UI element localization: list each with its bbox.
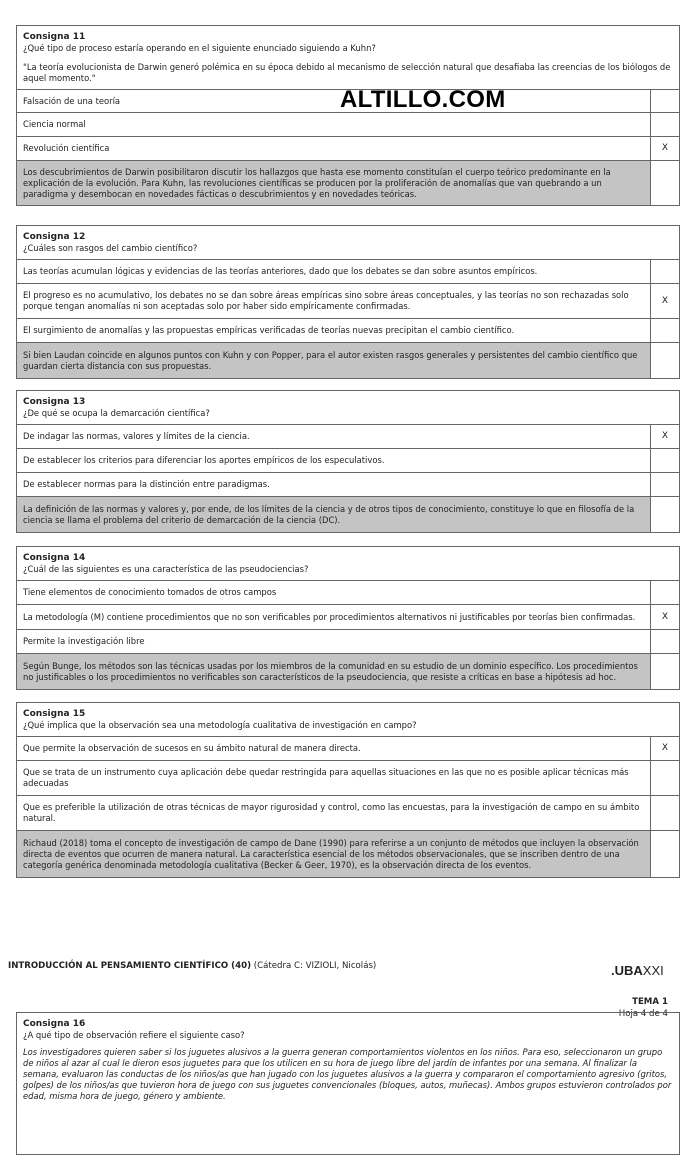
feedback-mark-cell xyxy=(651,343,679,378)
option-row[interactable] xyxy=(17,761,679,796)
question-text: ¿Qué tipo de proceso estaría operando en el siguiente enunciado siguiendo a Kuhn? xyxy=(23,43,376,53)
question-header xyxy=(17,226,679,260)
feedback-text: Según Bunge, los métodos son las técnicas usadas por los miembros de la comunidad en su estudio de un dominio específico. Los procedimientos no justificables o los procedimientos no verificables son característicos de la pseudociencia, que resiste a críticas en base a hipótesis ad hoc. xyxy=(17,654,651,689)
feedback-mark-cell xyxy=(651,654,679,689)
feedback-mark-cell xyxy=(651,831,679,877)
option-mark xyxy=(651,630,679,653)
question-text: ¿A qué tipo de observación refiere el siguiente caso? xyxy=(23,1030,245,1040)
option-row[interactable] xyxy=(17,425,679,449)
option-text: Que permite la observación de sucesos en su ámbito natural de manera directa. xyxy=(17,737,651,760)
option-mark xyxy=(651,796,679,830)
question-title: Consigna 13 xyxy=(23,397,86,407)
feedback-row xyxy=(17,654,679,690)
option-text: Las teorías acumulan lógicas y evidencias de las teorías anteriores, dado que los debates se dan sobre asuntos empíricos. xyxy=(17,260,651,283)
question-header xyxy=(17,26,679,90)
question-header xyxy=(17,391,679,425)
option-row[interactable] xyxy=(17,113,679,137)
feedback-row xyxy=(17,161,679,206)
option-row[interactable] xyxy=(17,630,679,654)
course-title xyxy=(8,961,376,972)
option-text: Permite la investigación libre xyxy=(17,630,651,653)
option-mark: X xyxy=(661,295,669,306)
question-header xyxy=(17,703,679,737)
option-mark xyxy=(651,319,679,342)
option-mark xyxy=(651,473,679,496)
option-row[interactable] xyxy=(17,796,679,831)
question-quote: "La teoría evolucionista de Darwin generó polémica en su época debido al mecanismo de selección natural que desafiaba las creencias de los biólogos de aquel momento." xyxy=(23,62,671,83)
question-text: ¿Qué implica que la observación sea una metodología cualitativa de investigación en campo? xyxy=(23,720,417,730)
option-mark: X xyxy=(661,611,669,622)
option-text: La metodología (M) contiene procedimientos que no son verificables por procedimientos alternativos ni justificables por teorías bien confirmadas. xyxy=(17,605,651,629)
feedback-mark-cell xyxy=(651,161,679,205)
option-row[interactable] xyxy=(17,605,679,630)
option-row[interactable] xyxy=(17,260,679,284)
option-text: Que es preferible la utilización de otras técnicas de mayor rigurosidad y control, como las encuestas, para la investigación de campo en su ámbito natural. xyxy=(17,796,651,830)
option-row[interactable] xyxy=(17,449,679,473)
question-title: Consigna 12 xyxy=(23,232,86,242)
option-text: El surgimiento de anomalías y las propuestas empíricas verificadas de teorías nuevas precipitan el cambio científico. xyxy=(17,319,651,342)
option-row[interactable] xyxy=(17,319,679,343)
option-mark xyxy=(651,90,679,112)
question-title: Consigna 14 xyxy=(23,553,86,563)
option-row[interactable] xyxy=(17,284,679,319)
watermark: ALTILLO.COM xyxy=(340,86,506,113)
question-block-16 xyxy=(16,1012,680,1155)
option-row[interactable] xyxy=(17,137,679,161)
option-text: El progreso es no acumulativo, los debates no se dan sobre áreas empíricas sino sobre áreas conceptuales, y las teorías no son rechazadas solo porque tengan anomalías ni son aceptadas solo por haber sido empíricamente confirmadas. xyxy=(17,284,651,318)
feedback-text: Si bien Laudan coincide en algunos puntos con Kuhn y con Popper, para el autor existen rasgos generales y persistentes del cambio científico que guardan cierta distancia con sus propuestas. xyxy=(17,343,651,378)
feedback-mark-cell xyxy=(651,497,679,532)
option-mark: X xyxy=(661,431,669,441)
question-text: ¿De qué se ocupa la demarcación científica? xyxy=(23,408,210,418)
question-block-12 xyxy=(16,225,680,379)
page-number: Hoja 4 de 4 xyxy=(618,1009,668,1019)
feedback-row xyxy=(17,343,679,379)
option-row[interactable] xyxy=(17,473,679,497)
question-header xyxy=(17,547,679,581)
question-title: Consigna 11 xyxy=(23,32,86,42)
option-row[interactable] xyxy=(17,581,679,605)
question-text: ¿Cuál de las siguientes es una característica de las pseudociencias? xyxy=(23,564,309,574)
option-text: De indagar las normas, valores y límites de la ciencia. xyxy=(17,425,651,448)
option-mark: X xyxy=(661,743,669,753)
case-text: Los investigadores quieren saber si los juguetes alusivos a la guerra generan comportamientos violentos en los niños. Para eso, seleccionaron un grupo de niños al azar al cual le dieron esos juguetes para que los utilicen en su hora de juego libre del jardín de infantes por una semana. Al finalizar la semana, evaluaron las conductas de los niños/as que han jugado con los juguetes alusivos a la guerra y compararon el comportamiento agresivo (gritos, golpes) de los niños/as que tuvieron hora de juego con sus juguetes convencionales (bloques, autos, muñecas). Ambos grupos estuvieron controlados por edad, misma hora de juego, género y ambiente. xyxy=(23,1047,672,1101)
course-name: INTRODUCCIÓN AL PENSAMIENTO CIENTÍFICO (40) xyxy=(8,961,251,971)
option-mark xyxy=(651,449,679,472)
question-block-14 xyxy=(16,546,680,690)
option-mark xyxy=(651,581,679,604)
option-text: De establecer normas para la distinción entre paradigmas. xyxy=(17,473,651,496)
question-title: Consigna 15 xyxy=(23,709,86,719)
option-mark xyxy=(651,260,679,283)
uba-logo-bold: .UBA xyxy=(611,963,643,978)
option-text: Ciencia normal xyxy=(17,113,651,136)
option-text: De establecer los criterios para diferenciar los aportes empíricos de los especulativos. xyxy=(17,449,651,472)
tema-label: TEMA 1 xyxy=(632,997,668,1007)
option-mark xyxy=(651,761,679,795)
course-chair: (Cátedra C: VIZIOLI, Nicolás) xyxy=(251,961,377,971)
option-row[interactable] xyxy=(17,737,679,761)
option-text: Tiene elementos de conocimiento tomados de otros campos xyxy=(17,581,651,604)
feedback-text: Richaud (2018) toma el concepto de investigación de campo de Dane (1990) para referirse a un conjunto de métodos que incluyen la observación directa de eventos que ocurren de manera natural. La característica esencial de los métodos observacionales, que se inscriben dentro de una categoría genérica denominada metodología cualitativa (Becker & Geer, 1970), es la observación directa de los eventos. xyxy=(17,831,651,877)
question-header xyxy=(17,1013,679,1047)
uba-logo-suffix: XXI xyxy=(642,963,664,978)
question-block-11 xyxy=(16,25,680,206)
question-block-13 xyxy=(16,390,680,533)
question-text: ¿Cuáles son rasgos del cambio científico? xyxy=(23,243,198,253)
question-block-15 xyxy=(16,702,680,878)
option-text: Revolución científica xyxy=(17,137,651,160)
option-mark xyxy=(651,113,679,136)
option-mark: X xyxy=(661,143,669,153)
question-title: Consigna 16 xyxy=(23,1019,86,1029)
feedback-text: Los descubrimientos de Darwin posibilitaron discutir los hallazgos que hasta ese momento constituían el cuerpo teórico predominante en la explicación de la evolución. Para Kuhn, las revoluciones científicas se producen por la proliferación de anomalías que van quebrando a un paradigma y desembocan en novedades fácticas o descubrimientos y en novedades teóricas. xyxy=(17,161,651,205)
option-text: Falsación de una teoría xyxy=(17,90,651,112)
uba-logo xyxy=(611,965,664,976)
feedback-row xyxy=(17,831,679,878)
feedback-text: La definición de las normas y valores y, por ende, de los límites de la ciencia y de otros tipos de conocimiento, constituye lo que en filosofía de la ciencia se llama el problema del criterio de demarcación de la ciencia (DC). xyxy=(17,497,651,532)
option-text: Que se trata de un instrumento cuya aplicación debe quedar restringida para aquellas situaciones en las que no es posible aplicar técnicas más adecuadas xyxy=(17,761,651,795)
feedback-row xyxy=(17,497,679,533)
